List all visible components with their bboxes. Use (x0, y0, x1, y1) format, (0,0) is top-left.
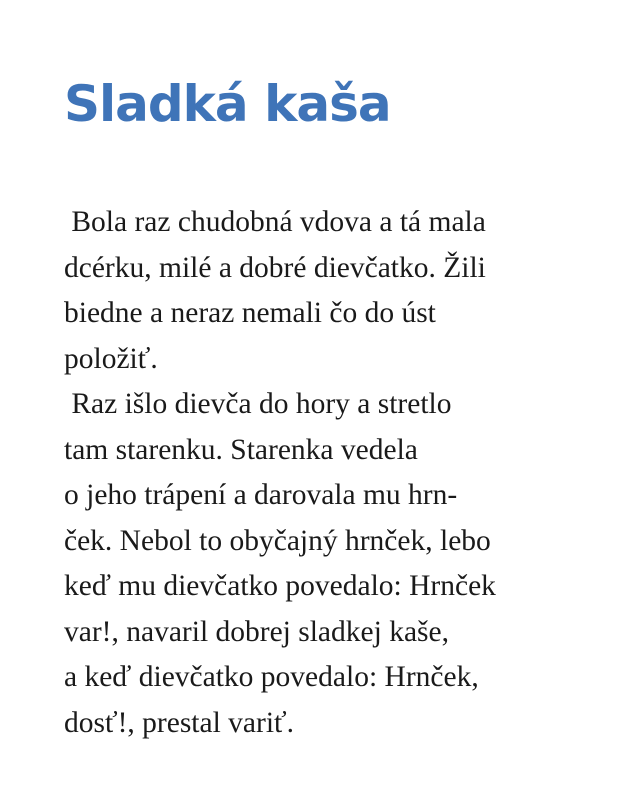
text-line: Bola raz chudobná vdova a tá mala (64, 206, 486, 238)
text-line: o jeho trápení a darovala mu hrn- (64, 479, 458, 511)
story-text (64, 200, 624, 746)
text-line: dcérku, milé a dobré dievčatko. Žili (64, 251, 486, 284)
text-line: a keď dievčatko povedalo: Hrnček, (64, 661, 479, 693)
text-line: dosť!, prestal variť. (64, 706, 295, 739)
text-line: tam starenku. Starenka vedela (64, 433, 418, 466)
text-line: Raz išlo dievča do hory a stretlo (64, 388, 452, 420)
page-title: Sladká kaša (64, 75, 391, 133)
text-line: položiť. (64, 342, 158, 375)
text-line: keď mu dievčatko povedalo: Hrnček (64, 570, 496, 602)
text-line: biedne a neraz nemali čo do úst (64, 297, 436, 329)
text-line: var!, navaril dobrej sladkej kaše, (64, 615, 449, 648)
text-line: ček. Nebol to obyčajný hrnček, lebo (64, 524, 491, 557)
